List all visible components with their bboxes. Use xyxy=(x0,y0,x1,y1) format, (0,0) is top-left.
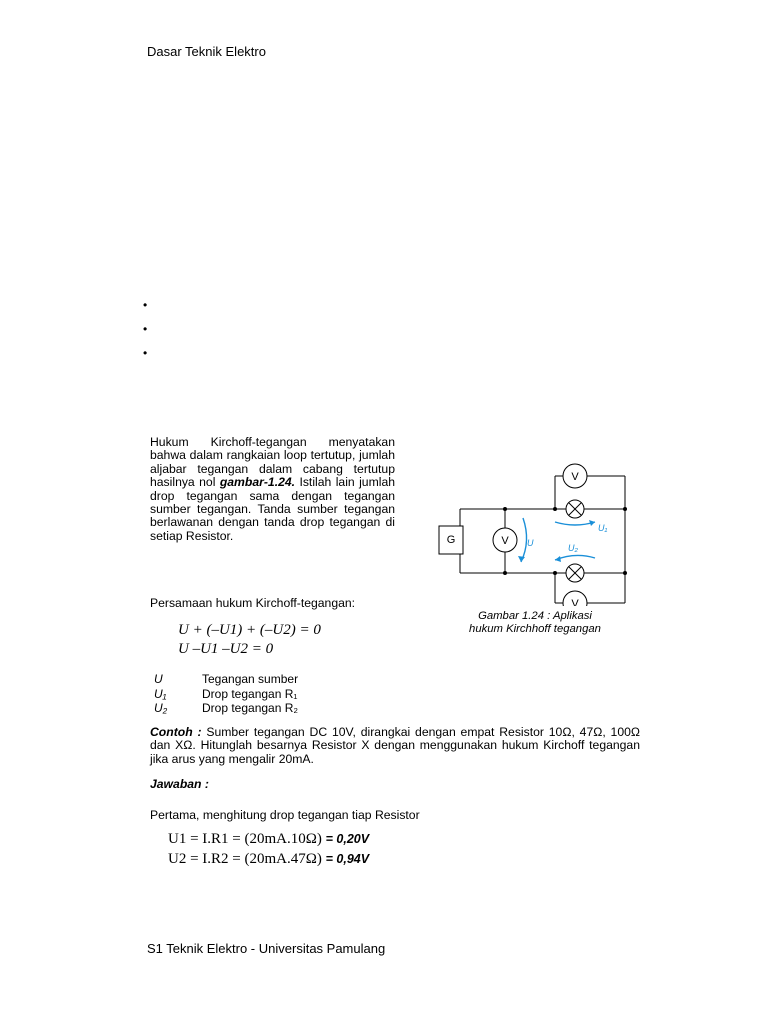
legend-row: U₂ Drop tegangan R₂ xyxy=(154,701,299,715)
svg-text:V: V xyxy=(571,471,579,483)
calculation-1: U1 = I.R1 = (20mA.10Ω) = 0,20V xyxy=(168,831,370,847)
svg-text:V: V xyxy=(571,598,579,606)
intro-paragraph: Hukum Kirchoff-tegangan menyatakan bahwa dalam rangkaian loop tertutup, jumlah aljabar tegangan dalam cabang tertutup hasilnya nol gambar-1.24. Istilah lain jumlah drop tegangan sama dengan tegangan sumber tegangan. Tanda sumber tegangan berlawanan dengan tanda drop tegangan di setiap Resistor. xyxy=(150,435,395,543)
figure-reference: gambar-1.24. xyxy=(219,475,296,490)
legend-row: U Tegangan sumber xyxy=(154,672,299,686)
answer-label: Jawaban : xyxy=(150,777,209,791)
u-label: U xyxy=(527,538,534,548)
example-paragraph: Contoh : Sumber tegangan DC 10V, dirangkai dengan empat Resistor 10Ω, 47Ω, 100Ω dan XΩ. Hitunglah besarnya Resistor X dengan menggunakan hukum Kirchoff tegangan jika arus yang mengalir 20mA. xyxy=(150,725,640,766)
meter-label: V xyxy=(501,535,509,547)
scanned-textbook-excerpt xyxy=(150,436,640,876)
first-step-text: Pertama, menghitung drop tegangan tiap Resistor xyxy=(150,808,420,822)
bullet-item: • xyxy=(143,322,148,336)
equation-2: U –U1 –U2 = 0 xyxy=(178,641,274,657)
calculation-2: U2 = I.R2 = (20mA.47Ω) = 0,94V xyxy=(168,851,370,867)
equation-1: U + (–U1) + (–U2) = 0 xyxy=(178,622,321,638)
legend-row: U₁ Drop tegangan R₁ xyxy=(154,686,298,701)
source-label: G xyxy=(446,534,456,546)
bullet-item: • xyxy=(143,298,148,312)
symbol-legend xyxy=(154,672,298,716)
bullet-list xyxy=(143,293,147,365)
figure-caption: Gambar 1.24 : Aplikasi hukum Kirchhoff tegangan xyxy=(469,610,601,635)
page-header: Dasar Teknik Elektro xyxy=(147,44,266,59)
u1-label: U₁ xyxy=(598,523,608,533)
bullet-item: • xyxy=(143,346,148,360)
kirchhoff-circuit-diagram xyxy=(435,446,635,606)
equation-heading: Persamaan hukum Kirchoff-tegangan: xyxy=(150,596,356,610)
page-footer: S1 Teknik Elektro - Universitas Pamulang xyxy=(147,941,386,956)
u2-label: U₂ xyxy=(568,543,578,553)
